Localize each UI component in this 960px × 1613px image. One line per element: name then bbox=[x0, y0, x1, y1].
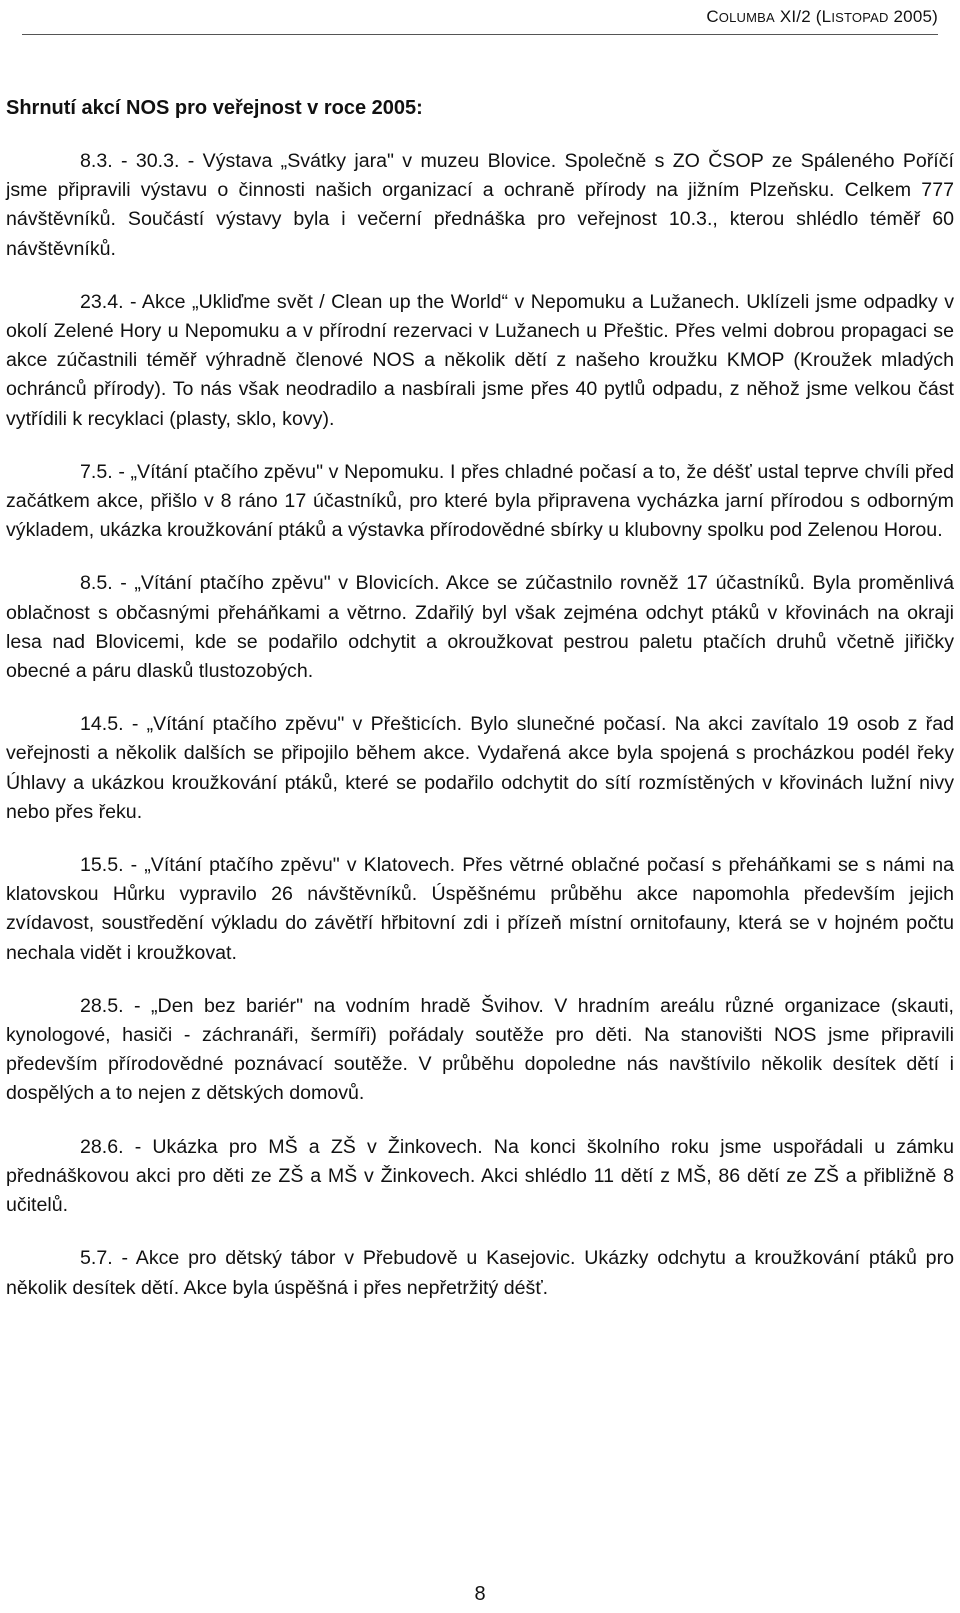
paragraph: 14.5. - „Vítání ptačího zpěvu" v Přešticích. Bylo slunečné počasí. Na akci zavítalo 19 osob z řad veřejnosti a několik dalších se připojilo během akce. Vydařená akce byla spojená s procházkou podél řeky Úhlavy a ukázkou kroužkování ptáků, které se podařilo odchytit do sítí rozmístěných v křovinách lužní nivy nebo přes řeku. bbox=[6, 713, 954, 823]
article-title: Shrnutí akcí NOS pro veřejnost v roce 2005: bbox=[6, 97, 423, 119]
header-part: 2005) bbox=[888, 7, 938, 26]
header-part: OLUMBA bbox=[718, 10, 775, 25]
header-part: ISTOPAD bbox=[831, 10, 889, 25]
paragraph: 28.6. - Ukázka pro MŠ a ZŠ v Žinkovech. Na konci školního roku jsme uspořádali u zámku přednáškovou akci pro děti ze ZŠ a MŠ v Žinkovech. Akci shlédlo 11 dětí z MŠ, 86 dětí ze ZŠ a přibližně 8 učitelů. bbox=[6, 1135, 954, 1217]
article-body bbox=[6, 94, 954, 1327]
header-part: C bbox=[706, 7, 719, 26]
page-number: 8 bbox=[474, 1583, 486, 1605]
journal-issue-label bbox=[706, 7, 938, 26]
paragraph: 23.4. - Akce „Ukliďme svět / Clean up the World“ v Nepomuku a Lužanech. Uklízeli jsme odpadky v okolí Zelené Hory u Nepomuku a v přírodní rezervaci v Lužanech u Přeštic. Přes velmi dobrou propagaci se akce zúčastnili téměř výhradně členové NOS a několik dětí z našeho kroužku KMOP (Kroužek mladých ochránců přírody). To nás však neodradilo a nasbírali jsme přes 40 pytlů odpadu, z něhož jsme velkou část vytřídili k recyklaci (plasty, sklo, kovy). bbox=[6, 290, 954, 430]
paragraph: 28.5. - „Den bez bariér" na vodním hradě Švihov. V hradním areálu různé organizace (skauti, kynologové, hasiči - záchranáři, šermíři) pořádaly soutěže pro děti. Na stanovišti NOS jsme připravili především přírodovědné poznávací soutěže. V průběhu dopoledne nás navštívilo několik desítek dětí i dospělých a to nejen z dětských domovů. bbox=[6, 994, 954, 1105]
paragraph: 7.5. - „Vítání ptačího zpěvu" v Nepomuku. I přes chladné počasí a to, že déšť ustal teprve chvíli před začátkem akce, přišlo v 8 ráno 17 účastníků, pro které byla připravena vycházka jarní přírodou s odborným výkladem, ukázka kroužkování ptáků a výstavka přírodovědné sbírky u klubovny spolku pod Zelenou Horou. bbox=[6, 460, 954, 542]
paragraph: 5.7. - Akce pro dětský tábor v Přebudově u Kasejovic. Ukázky odchytu a kroužkování ptáků pro několik desítek dětí. Akce byla úspěšná i přes nepřetržitý déšť. bbox=[6, 1247, 954, 1299]
paragraph: 15.5. - „Vítání ptačího zpěvu" v Klatovech. Přes větrné oblačné počasí s přeháňkami se s námi na klatovskou Hůrku vypravilo 26 návštěvníků. Úspěšnému průběhu akce napomohla především jejich zvídavost, soustředění výkladu do závětří hřbitovní zdi i přízeň místní ornitofauny, která se v hojném počtu nechala vidět i kroužkovat. bbox=[6, 854, 954, 964]
running-header bbox=[22, 4, 938, 35]
paragraph: 8.3. - 30.3. - Výstava „Svátky jara" v muzeu Blovice. Společně s ZO ČSOP ze Spáleného Poříčí jsme připravili výstavu o činnosti našich organizací a ochraně přírody na jižním Plzeňsku. Celkem 777 návštěvníků. Součástí výstavy byla i večerní přednáška pro veřejnost 10.3., kterou shlédlo téměř 60 návštěvníků. bbox=[6, 150, 954, 260]
paragraph: 8.5. - „Vítání ptačího zpěvu" v Blovicích. Akce se zúčastnilo rovněž 17 účastníků. Byla proměnlivá oblačnost s občasnými přeháňkami a větrno. Zdařilý byl však zejména odchyt ptáků v křovinách na okraji lesa nad Blovicemi, kde se podařilo odchytit a okroužkovat pestrou paletu ptačích druhů včetně jiřičky obecné a páru dlasků tlustozobých. bbox=[6, 572, 954, 683]
header-part: XI/2 (L bbox=[774, 7, 832, 26]
